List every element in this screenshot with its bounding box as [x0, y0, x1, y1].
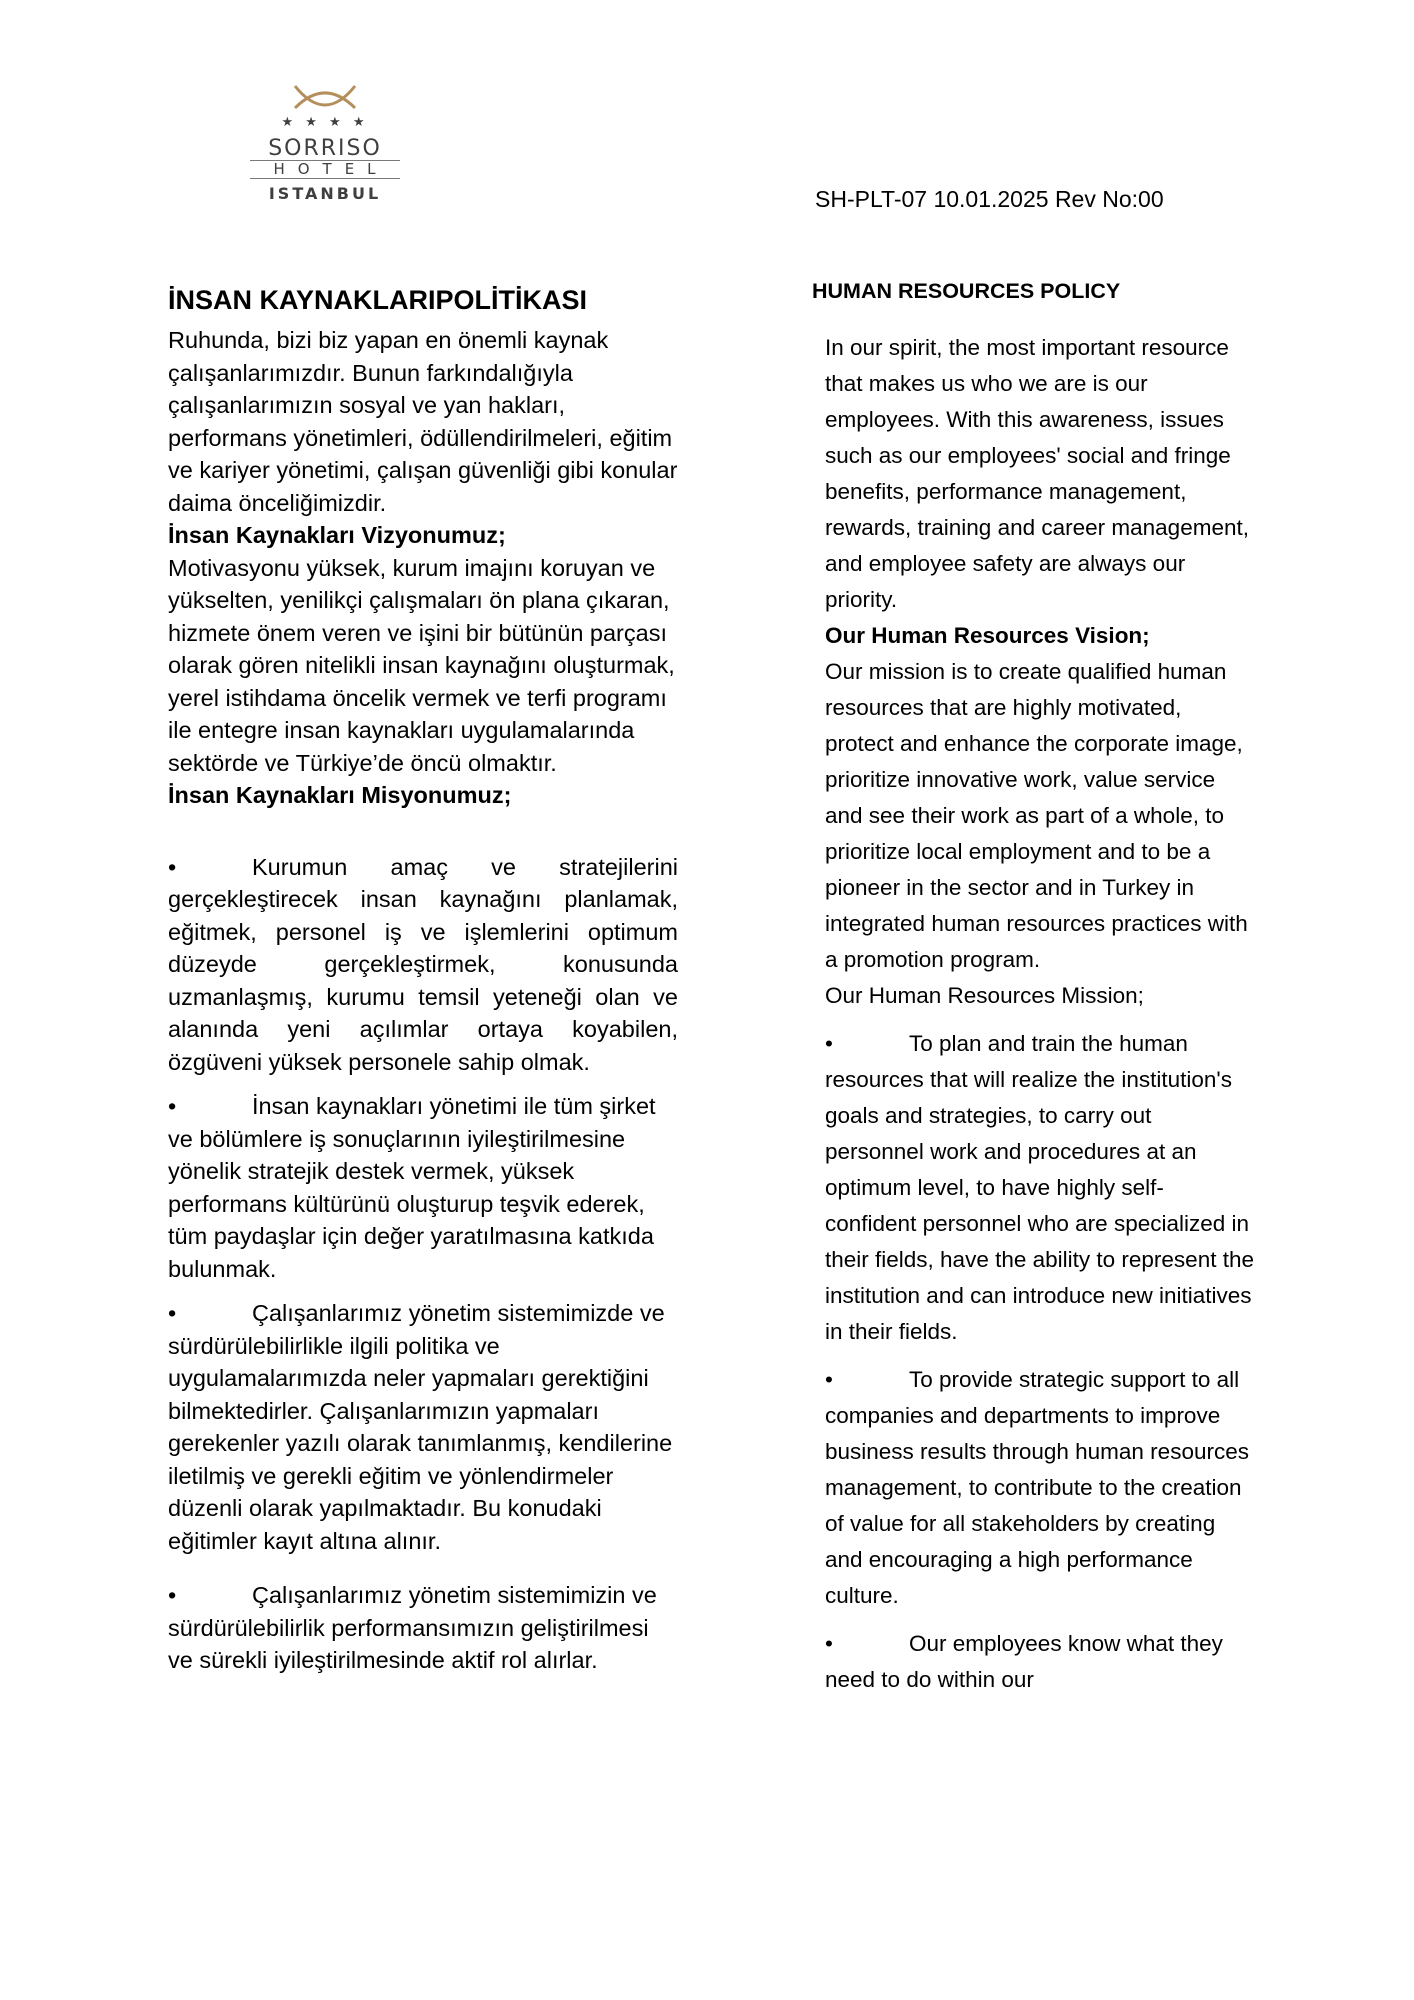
- bullet-text-tr-3: Çalışanlarımız yönetim sistemimizde ve sürdürülebilirlikle ilgili politika ve uygulamalarımızda neler yapmaları gerektiğini bilmektedirler. Çalışanlarımızın yapmaları gerekenler yazılı olarak tanımlanmış, kendilerine iletilmiş ve gerekli eğitim ve yönlendirmeler düzenli olarak yapılmaktadır. Bu konudaki eğitimler kayıt altına alınır.: [168, 1300, 673, 1554]
- logo-city: ISTANBUL: [268, 184, 382, 203]
- page-title-en: HUMAN RESOURCES POLICY: [812, 279, 1121, 303]
- intro-paragraph-en: In our spirit, the most important resource that makes us who we are is our employees. With this awareness, issues such as our employees' social and fringe benefits, performance management, rewards, training and career management, and employee safety are always our priority.: [825, 335, 1249, 612]
- bullet-text-en-3: Our employees know what they need to do within our: [825, 1631, 1223, 1692]
- logo-hotel-word: HOTEL: [250, 160, 400, 179]
- bullet-icon: •: [168, 853, 177, 880]
- english-policy-column: [812, 276, 1255, 1698]
- list-item: [168, 1297, 678, 1557]
- bullet-text-en-1: To plan and train the human resources that will realize the institution's goals and strategies, to carry out personnel work and procedures at an optimum level, to have highly self-confident personnel who are specialized in their fields, have the ability to represent the institution and can introduce new initiatives in their fields.: [825, 1031, 1254, 1344]
- list-item: [168, 1090, 678, 1285]
- bullet-text-tr-2: İnsan kaynakları yönetimi ile tüm şirket ve bölümlere iş sonuçlarının iyileştirilmesine yönelik stratejik destek vermek, yüksek performans kültürünü oluşturup teşvik ederek, tüm paydaşlar için değer yaratılmasına katkıda bulunmak.: [168, 1093, 656, 1282]
- hotel-logo: [250, 84, 400, 208]
- list-item: [825, 1026, 1255, 1350]
- bullet-text-en-2: To provide strategic support to all companies and departments to improve business results through human resources management, to contribute to the creation of value for all stakeholders by creating and encouraging a high performance culture.: [825, 1367, 1249, 1608]
- bullet-icon: •: [825, 1367, 833, 1392]
- document-code: SH-PLT-07 10.01.2025 Rev No:00: [815, 186, 1164, 212]
- bullet-text-tr-1: Kurumun amaç ve stratejilerini gerçekleştirecek insan kaynağını planlamak, eğitmek, personel iş ve işlemlerini optimum düzeyde gerçekleştirmek, konusunda uzmanlaşmış, kurumu temsil yeteneği olan ve alanında yeni açılımlar ortaya koyabilen, özgüveni yüksek personele sahip olmak.: [168, 853, 678, 1075]
- turkish-policy-column: [168, 280, 678, 1677]
- page-title-tr: İNSAN KAYNAKLARIPOLİTİKASI: [168, 285, 588, 315]
- list-item: [168, 851, 678, 1079]
- bullet-icon: •: [825, 1031, 833, 1056]
- intro-paragraph-tr: Ruhunda, bizi biz yapan en önemli kaynak çalışanlarımızdır. Bunun farkındalığıyla çalışanlarımızın sosyal ve yan hakları, performans yönetimleri, ödüllendirilmeleri, eğitim ve kariyer yönetimi, çalışan güvenliği gibi konular daima önceliğimizdir.: [168, 327, 678, 516]
- logo-stars: ★ ★ ★ ★: [281, 115, 369, 130]
- bullet-icon: •: [168, 1582, 177, 1608]
- vision-text-tr: Motivasyonu yüksek, kurum imajını koruyan ve yükselten, yenilikçi çalışmaları ön plana çıkaran, hizmete önem veren ve işini bir bütünün parçası olarak gören nitelikli insan kaynağını oluşturmak, yerel istihdama öncelik vermek ve terfi programı ile entegre insan kaynakları uygulamalarında sektörde ve Türkiye’de öncü olmaktır.: [168, 554, 675, 776]
- logo-brand-name: SORRISO: [268, 136, 382, 161]
- list-item: [825, 1626, 1255, 1698]
- mission-heading-tr: İnsan Kaynakları Misyonumuz;: [168, 782, 512, 808]
- bullet-icon: •: [168, 1300, 177, 1326]
- bullet-icon: •: [825, 1631, 833, 1656]
- vision-heading-tr: İnsan Kaynakları Vizyonumuz;: [168, 522, 506, 548]
- bullet-icon: •: [168, 1093, 177, 1119]
- bullet-text-tr-4: Çalışanlarımız yönetim sistemimizin ve sürdürülebilirlik performansımızın geliştirilmesi ve sürekli iyileştirilmesinde aktif rol alırlar.: [168, 1582, 657, 1673]
- vision-text-en: Our mission is to create qualified human resources that are highly motivated, protect and enhance the corporate image, prioritize innovative work, value service and see their work as part of a whole, to prioritize local employment and to be a pioneer in the sector and in Turkey in integrated human resources practices with a promotion program.: [825, 659, 1248, 972]
- vision-heading-en: Our Human Resources Vision;: [825, 623, 1150, 648]
- mission-heading-en: Our Human Resources Mission;: [825, 983, 1144, 1008]
- list-item: [168, 1579, 678, 1677]
- list-item: [825, 1362, 1255, 1614]
